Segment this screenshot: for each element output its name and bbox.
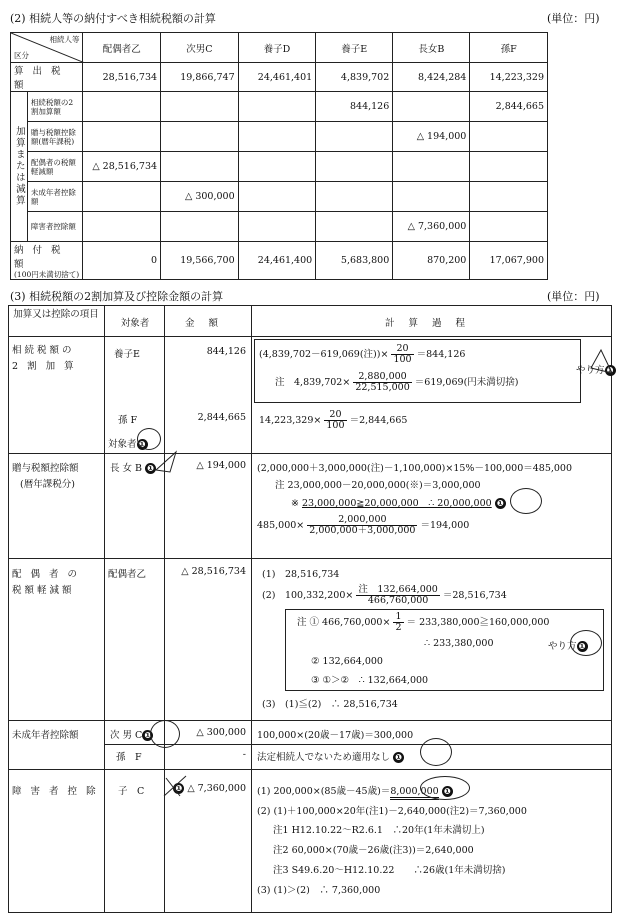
circle-mark-icon <box>510 488 542 514</box>
calc-text: 14,223,329× <box>259 415 322 426</box>
section3-unit: (単位：円) <box>547 290 600 303</box>
item5-label: 障 害 者 控 除 <box>12 786 99 797</box>
fraction <box>356 585 439 606</box>
table-cell: 870,200 <box>393 242 470 280</box>
score-badge-icon: ❶ <box>173 783 184 794</box>
denominator: 2 <box>395 622 402 633</box>
item5-calc2: (2) (1)＋100,000×20年(注1)－2,640,000(注2)＝7,360,000 <box>257 806 527 817</box>
item1-person2: 孫 F <box>118 415 138 426</box>
item1-calc1 <box>259 344 465 365</box>
calc-text: (4,839,702－619,069(注))× <box>259 349 389 360</box>
item1-label2: 2 割 加 算 <box>12 361 77 372</box>
item4-amount1: △ 300,000 <box>196 727 246 738</box>
sub-row-label: 相続税額の2割加算額 <box>27 92 83 122</box>
table-cell: 19,866,747 <box>161 63 239 92</box>
item4-person2: 孫 F <box>116 752 142 763</box>
amount-text: △ 7,360,000 <box>187 783 246 794</box>
header-process: 計算過程 <box>384 318 479 329</box>
item2-label1: 贈与税額控除額 <box>12 463 79 474</box>
calc-text: (2) 100,332,200× <box>262 590 354 601</box>
calc-text: ＝619,069(円未満切捨) <box>414 377 519 388</box>
item5-calc3: 注1 H12.10.22～R2.6.1 ∴20年(1年未満切上) <box>273 825 485 836</box>
fraction <box>353 372 411 393</box>
denominator: 22,515,000 <box>355 382 410 393</box>
item2-calc4 <box>257 515 469 536</box>
item3-calc1: (1) 28,516,734 <box>262 569 340 580</box>
table-cell: 28,516,734 <box>83 63 161 92</box>
row-label: 算 出 税 額 <box>11 63 83 92</box>
item1-amount1: 844,126 <box>206 346 246 357</box>
yarikata-text: やり方 <box>548 641 577 652</box>
table-cell: 8,424,284 <box>393 63 470 92</box>
item5-calc5: 注3 S49.6.20～H12.10.22 ∴26歳(1年未満切捨) <box>273 865 506 876</box>
denominator: 100 <box>393 354 412 365</box>
calc-text: 注 4,839,702× <box>275 377 351 388</box>
item1-calc2 <box>275 372 518 393</box>
denominator: 2,000,000＋3,000,000 <box>309 525 416 536</box>
col-header: 養子D <box>238 33 316 63</box>
table-cell: 24,461,401 <box>238 63 316 92</box>
calc-text: ＝28,516,734 <box>442 590 507 601</box>
table-cell: 14,223,329 <box>470 63 548 92</box>
circle-mark-icon <box>420 738 452 766</box>
item3-note4: ③ ①＞② ∴ 132,664,000 <box>311 675 429 686</box>
item2-label2: (暦年課税分) <box>20 479 75 490</box>
col-header: 孫F <box>470 33 548 63</box>
score-badge-icon: ❶ <box>605 365 616 376</box>
group-label: 加算または減算 <box>13 126 25 207</box>
calc-text: 485,000× <box>257 520 305 531</box>
table-cell: 4,839,702 <box>316 63 393 92</box>
col-header: 長女B <box>393 33 470 63</box>
item3-label1: 配 偶 者 の <box>12 569 81 580</box>
fraction <box>324 410 346 431</box>
table-cell: △ 194,000 <box>393 122 470 152</box>
table-cell: 5,683,800 <box>316 242 393 280</box>
item2-calc2: 注 23,000,000－20,000,000(※)＝3,000,000 <box>275 480 481 491</box>
person-text: 次 男 C <box>110 730 143 741</box>
item3-person: 配偶者乙 <box>108 569 147 580</box>
col-header: 養子E <box>316 33 393 63</box>
circle-mark-icon <box>570 630 602 656</box>
item5-calc6: (3) (1)＞(2) ∴ 7,360,000 <box>257 885 381 896</box>
table-cell: 24,461,400 <box>238 242 316 280</box>
header-target: 対象者 <box>120 318 150 329</box>
sub-row-label: 障害者控除額 <box>27 212 83 242</box>
numerator: 1 <box>395 611 402 622</box>
calc-text: ＝ 233,380,000≧160,000,000 <box>406 617 550 628</box>
calc-text: (1) 200,000×(85歳－45歳)＝ <box>257 786 391 797</box>
item2-calc3 <box>291 495 506 509</box>
item3-label2: 税額軽減額 <box>12 585 75 596</box>
item1-person1: 養子E <box>114 349 140 360</box>
numerator: 注 132,664,000 <box>358 584 438 595</box>
numerator: 2,880,000 <box>353 372 411 383</box>
calc-text: 法定相続人でないため適用なし <box>257 752 391 763</box>
item1-amount2: 2,844,665 <box>197 412 246 423</box>
item2-calc1: (2,000,000＋3,000,000(注)－1,100,000)×15%－100,000＝485,000 <box>257 463 573 474</box>
section2-unit: (単位：円) <box>547 12 600 25</box>
cross-mark-icon <box>160 772 190 800</box>
table-cell: 844,126 <box>316 92 393 122</box>
calc-text: ＝844,126 <box>416 349 466 360</box>
yarikata-text: やり方 <box>576 365 605 376</box>
item4-calc1: 100,000×(20歳－17歳)＝300,000 <box>257 730 414 741</box>
score-badge-icon: ❶ <box>145 463 156 474</box>
score-badge-icon: ❶ <box>577 641 588 652</box>
table-cell: 17,067,900 <box>470 242 548 280</box>
item5-person: 子 C <box>118 786 145 797</box>
table-cell: △ 300,000 <box>161 182 239 212</box>
header-amount: 金額 <box>184 318 232 329</box>
section3-title: (3) 相続税額の2割加算及び控除金額の計算 <box>10 290 224 303</box>
calc-text: 23,000,000≧20,000,000 ∴ 20,000,000 <box>301 498 492 509</box>
item4-amount2: - <box>242 749 246 760</box>
table-cell: 0 <box>83 242 161 280</box>
table-cell: 19,566,700 <box>161 242 239 280</box>
denominator: 466,760,000 <box>367 595 429 606</box>
score-badge-icon: ❶ <box>495 498 506 509</box>
table-cell: 2,844,665 <box>470 92 548 122</box>
score-badge-icon: ❶ <box>393 752 404 763</box>
section2-title: (2) 相続人等の納付すべき相続税額の計算 <box>10 12 216 25</box>
triangle-mark-icon <box>588 348 614 376</box>
item4-label: 未成年者控除額 <box>12 730 79 741</box>
score-badge-icon: ❶ <box>142 730 153 741</box>
sub-row-label: 未成年者控除額 <box>27 182 83 212</box>
denominator: 100 <box>326 420 345 431</box>
item2-person <box>110 460 156 474</box>
item1-label1: 相続税額の <box>12 345 75 356</box>
circle-mark-icon <box>420 776 470 800</box>
calc-text: 8,000,000 <box>390 786 438 800</box>
header-top-label: 相続人等 <box>49 35 80 44</box>
item3-amount: △ 28,516,734 <box>181 566 246 577</box>
target-note-text: 対象者 <box>108 439 137 450</box>
item4-calc2 <box>257 749 404 763</box>
col-header: 次男C <box>161 33 239 63</box>
fraction <box>391 344 413 365</box>
item3-calc2 <box>262 585 507 606</box>
item1-calc3 <box>259 410 407 431</box>
item3-calc3: (3) (1)≦(2) ∴ 28,516,734 <box>262 699 398 710</box>
header-bottom-label: 区分 <box>14 51 29 60</box>
table-cell: △ 7,360,000 <box>393 212 470 242</box>
numerator: 20 <box>391 344 413 355</box>
item3-note2: ∴ 233,380,000 <box>424 638 494 649</box>
header-item: 加算又は控除の項目 <box>13 309 99 320</box>
numerator: 20 <box>324 410 346 421</box>
calc-text: ＝194,000 <box>420 520 470 531</box>
calc-text: 注 ① 466,760,000× <box>297 617 391 628</box>
table-cell: △ 28,516,734 <box>83 152 161 182</box>
person-text: 長 女 B <box>110 463 143 474</box>
item5-calc4: 注2 60,000×(70歳－26歳(注3))＝2,640,000 <box>273 845 474 856</box>
item2-amount: △ 194,000 <box>196 460 246 471</box>
sub-row-label: 贈与税額控除額(暦年課税) <box>27 122 83 152</box>
fraction <box>307 515 417 536</box>
fraction <box>393 612 403 633</box>
score-badge-icon: ❶ <box>442 786 453 797</box>
item3-note1 <box>297 612 549 633</box>
col-header: 配偶者乙 <box>83 33 161 63</box>
circle-mark-icon <box>137 428 161 450</box>
calc-text: ＝2,844,665 <box>349 415 408 426</box>
numerator: 2,000,000 <box>307 515 417 526</box>
pay-row-note: (100円未満切捨て) <box>14 270 80 279</box>
calc-text: ※ <box>291 498 302 509</box>
item3-note3: ② 132,664,000 <box>311 656 383 667</box>
pay-row-label: 納 付 税 額 <box>14 245 64 270</box>
item4-person1 <box>110 727 153 741</box>
sub-row-label: 配偶者の税額軽減額 <box>27 152 83 182</box>
score-badge-icon: ❶ <box>137 439 148 450</box>
